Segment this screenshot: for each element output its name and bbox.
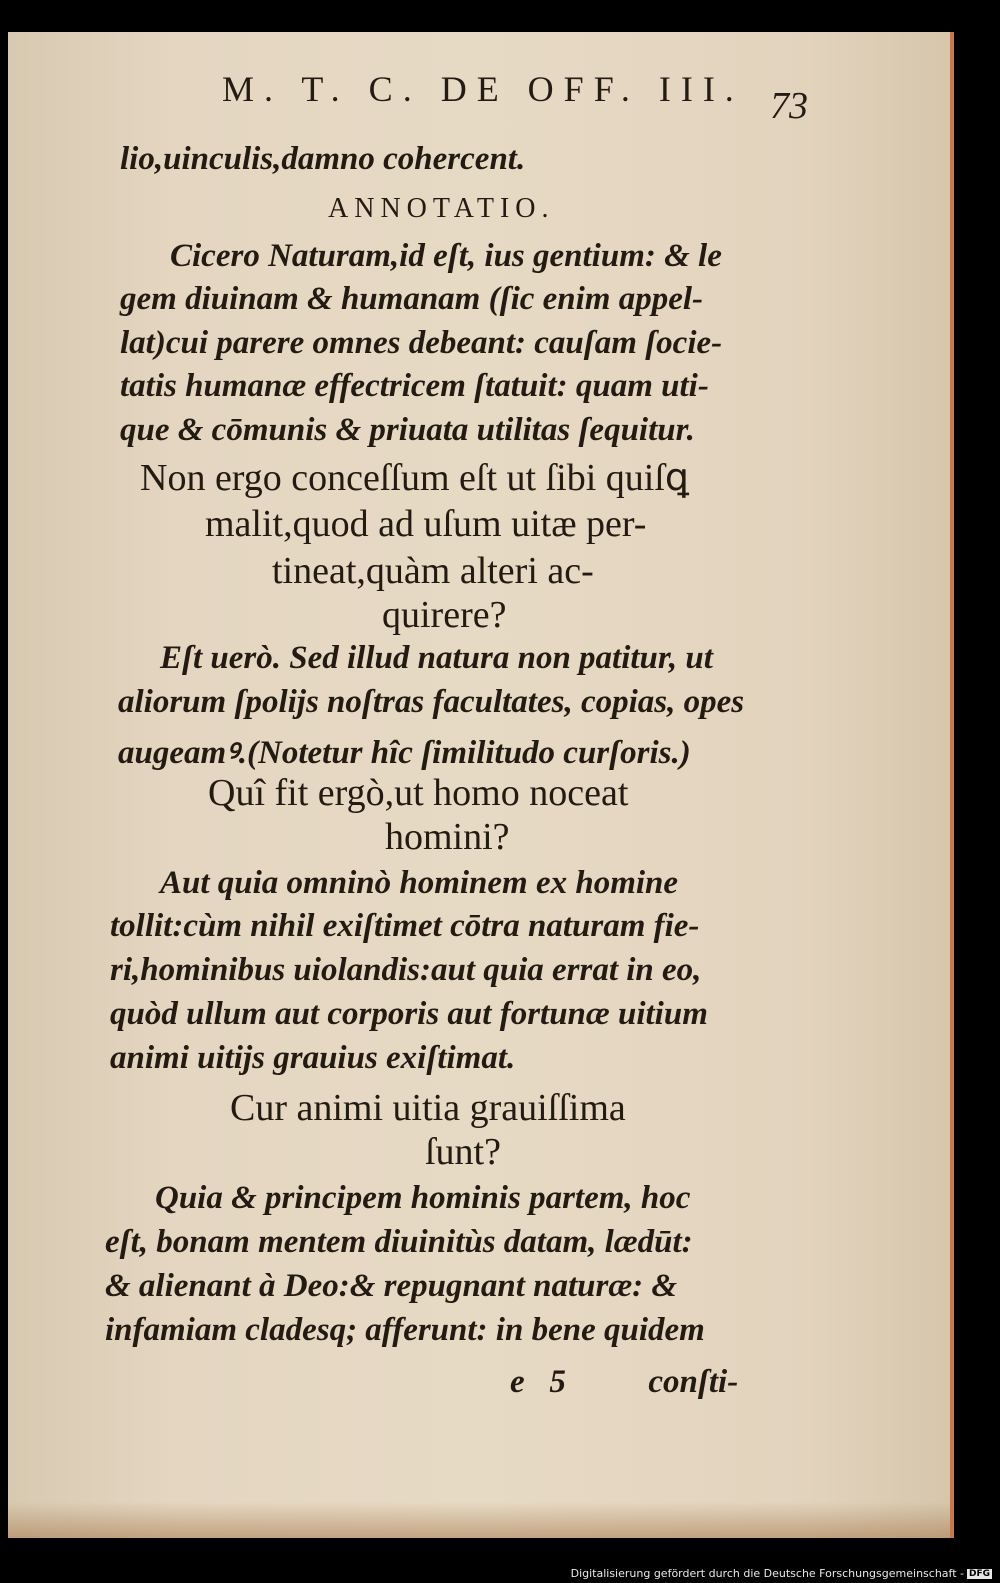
text-line: lat)cui parere omnes debeant: cauſam ſocie-: [120, 325, 723, 361]
question-line: quirere?: [382, 594, 507, 636]
signature-catchword-line: e 5 conſti-: [510, 1364, 739, 1400]
text-line: Quia & principem hominis partem, hoc: [155, 1180, 691, 1216]
text-line: Cicero Naturam,id eſt, ius gentium: & le: [170, 238, 722, 274]
section-heading: ANNOTATIO.: [328, 193, 555, 224]
text-line: que & cōmunis & priuata utilitas ſequitur.: [120, 412, 695, 448]
footer-credit: [571, 1567, 992, 1580]
text-line: & alienant à Deo:& repugnant naturæ: &: [105, 1268, 678, 1304]
question-line: tineat,quàm alteri ac-: [272, 550, 594, 592]
text-line: tatis humanæ effectricem ſtatuit: quam uti-: [120, 368, 709, 404]
text-line: eſt, bonam mentem diuinitùs datam, lædūt:: [105, 1224, 693, 1260]
text-line: aliorum ſpolijs noſtras facultates, copias, opes: [118, 684, 745, 720]
running-title: M. T. C. DE OFF. III.: [222, 69, 744, 109]
text-line: infamiam cladesq; afferunt: in bene quidem: [105, 1312, 705, 1348]
text-line: animi uitijs grauius exiſtimat.: [110, 1040, 516, 1076]
question-line: homini?: [385, 816, 510, 858]
text-line: tollit:cùm nihil exiſtimet cōtra naturam fie-: [110, 908, 700, 944]
question-line: Quî fit ergò,ut homo noceat: [208, 772, 629, 814]
text-line: ri,hominibus uiolandis:aut quia errat in eo,: [110, 952, 702, 988]
page-number: 73: [770, 85, 808, 127]
text-line: augeamꝰ.(Notetur hîc ſimilitudo curſoris.): [118, 735, 691, 771]
question-line: Cur animi uitia grauiſſima: [230, 1087, 626, 1129]
text-line: gem diuinam & humanam (ſic enim appel-: [120, 281, 704, 317]
question-line: Non ergo conceſſum eſt ut ſibi quiſꝗ: [140, 457, 689, 499]
text-line: quòd ullum aut corporis aut fortunæ uitium: [110, 996, 708, 1032]
text-line: Aut quia omninò hominem ex homine: [160, 865, 679, 901]
question-line: ſunt?: [425, 1131, 501, 1173]
dfg-logo: DFG: [968, 1569, 990, 1579]
question-line: malit,quod ad uſum uitæ per-: [205, 503, 647, 545]
footer-text: Digitalisierung gefördert durch die Deutsche Forschungsgemeinschaft -: [570, 1567, 964, 1580]
text-line: Eſt uerò. Sed illud natura non patitur, ut: [160, 640, 713, 676]
text-line: lio,uinculis,damno cohercent.: [120, 141, 526, 177]
